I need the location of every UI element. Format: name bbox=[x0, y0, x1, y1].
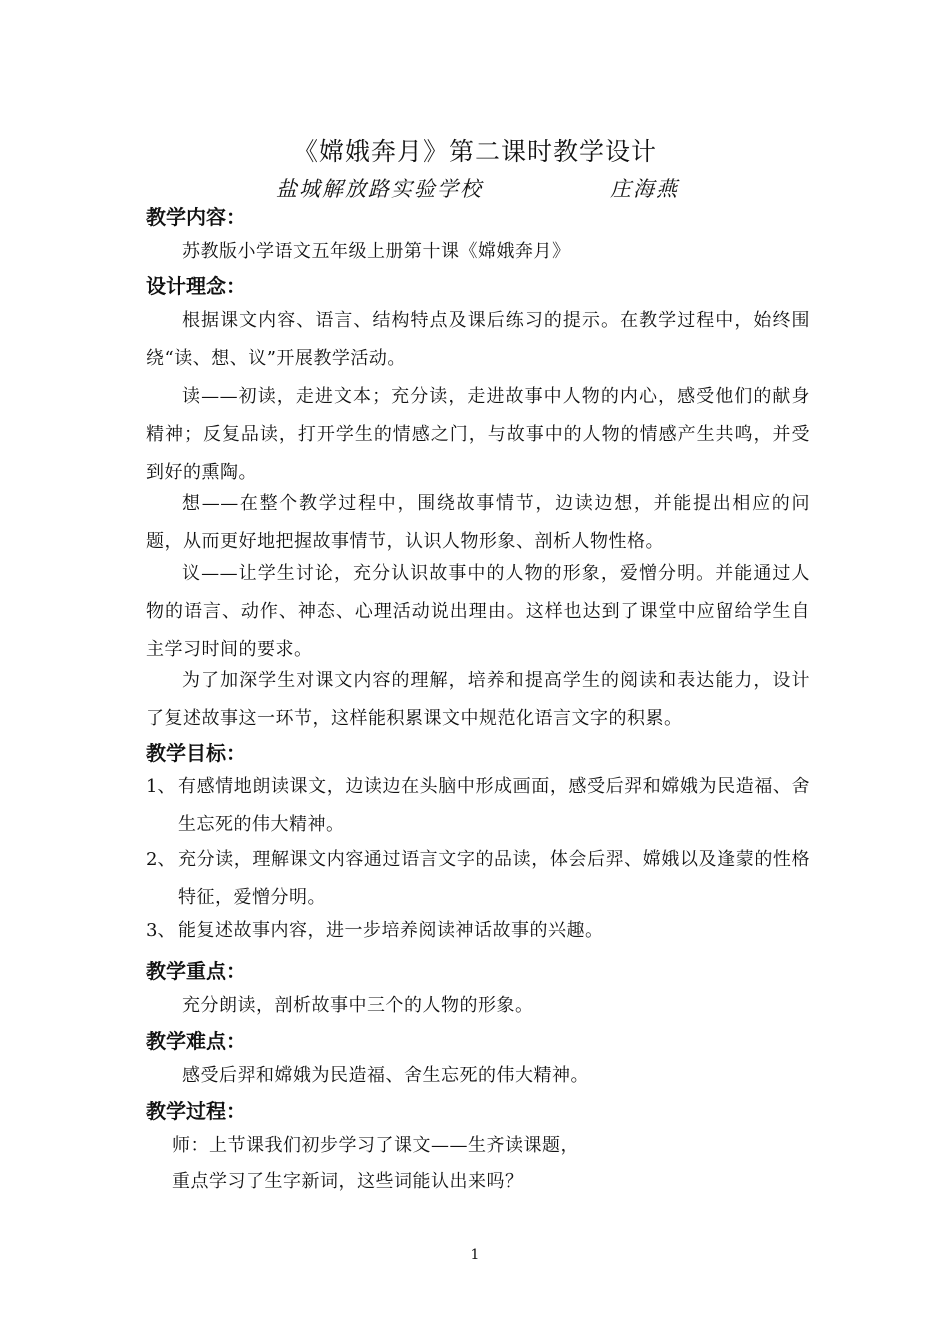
content-text: 苏教版小学语文五年级上册第十课《嫦娥奔月》 bbox=[182, 241, 571, 262]
goal-number: 2、 bbox=[146, 849, 176, 870]
concept-paragraph: 为了加深学生对课文内容的理解，培养和提高学生的阅读和表达能力，设计了复述故事这一环节，这样能积累课文中规范化语言文字的积累。 bbox=[146, 670, 810, 729]
concept-paragraph: 读——初读，走进文本；充分读，走进故事中人物的内心，感受他们的献身精神；反复品读，打开学生的情感之门，与故事中的人物的情感产生共鸣，并受到好的熏陶。 bbox=[146, 386, 810, 483]
goal-item bbox=[146, 841, 810, 917]
concept-heading: 设计理念： bbox=[146, 274, 246, 298]
concept-paragraph: 想——在整个教学过程中，围绕故事情节，边读边想，并能提出相应的问题，从而更好地把握故事情节，认识人物形象、剖析人物性格。 bbox=[146, 493, 810, 552]
goal-text: 能复述故事内容，进一步培养阅读神话故事的兴趣。 bbox=[178, 920, 604, 941]
goal-number: 1、 bbox=[146, 776, 176, 797]
process-line: 师：上节课我们初步学习了课文——生齐读课题， bbox=[172, 1135, 579, 1156]
content-heading: 教学内容： bbox=[146, 205, 246, 229]
author-name: 庄海燕 bbox=[610, 177, 679, 201]
goal-text: 充分读，理解课文内容通过语言文字的品读，体会后羿、嫦娥以及逢蒙的性格特征，爱憎分明。 bbox=[178, 849, 810, 908]
focus-text: 充分朗读，剖析故事中三个的人物的形象。 bbox=[182, 995, 534, 1016]
document-title: 《嫦娥奔月》第二课时教学设计 bbox=[292, 137, 657, 166]
concept-paragraph: 议——让学生讨论，充分认识故事中的人物的形象，爱憎分明。并能通过人物的语言、动作、神态、心理活动说出理由。这样也达到了课堂中应留给学生自主学习时间的要求。 bbox=[146, 563, 810, 660]
goal-text: 有感情地朗读课文，边读边在头脑中形成画面，感受后羿和嫦娥为民造福、舍生忘死的伟大精神。 bbox=[178, 776, 810, 835]
goal-number: 3、 bbox=[146, 920, 176, 941]
process-heading: 教学过程： bbox=[146, 1099, 246, 1123]
page-number: 1 bbox=[470, 1247, 480, 1263]
concept-paragraph: 根据课文内容、语言、结构特点及课后练习的提示。在教学过程中，始终围绕“读、想、议”开展教学活动。 bbox=[146, 310, 810, 369]
difficulty-heading: 教学难点： bbox=[146, 1029, 246, 1053]
goal-item bbox=[146, 912, 810, 950]
focus-heading: 教学重点： bbox=[146, 959, 246, 983]
school-name: 盐城解放路实验学校 bbox=[276, 177, 483, 201]
goals-heading: 教学目标： bbox=[146, 741, 246, 765]
difficulty-text: 感受后羿和嫦娥为民造福、舍生忘死的伟大精神。 bbox=[182, 1065, 589, 1086]
process-line: 重点学习了生字新词，这些词能认出来吗？ bbox=[172, 1171, 524, 1192]
goal-item bbox=[146, 768, 810, 844]
